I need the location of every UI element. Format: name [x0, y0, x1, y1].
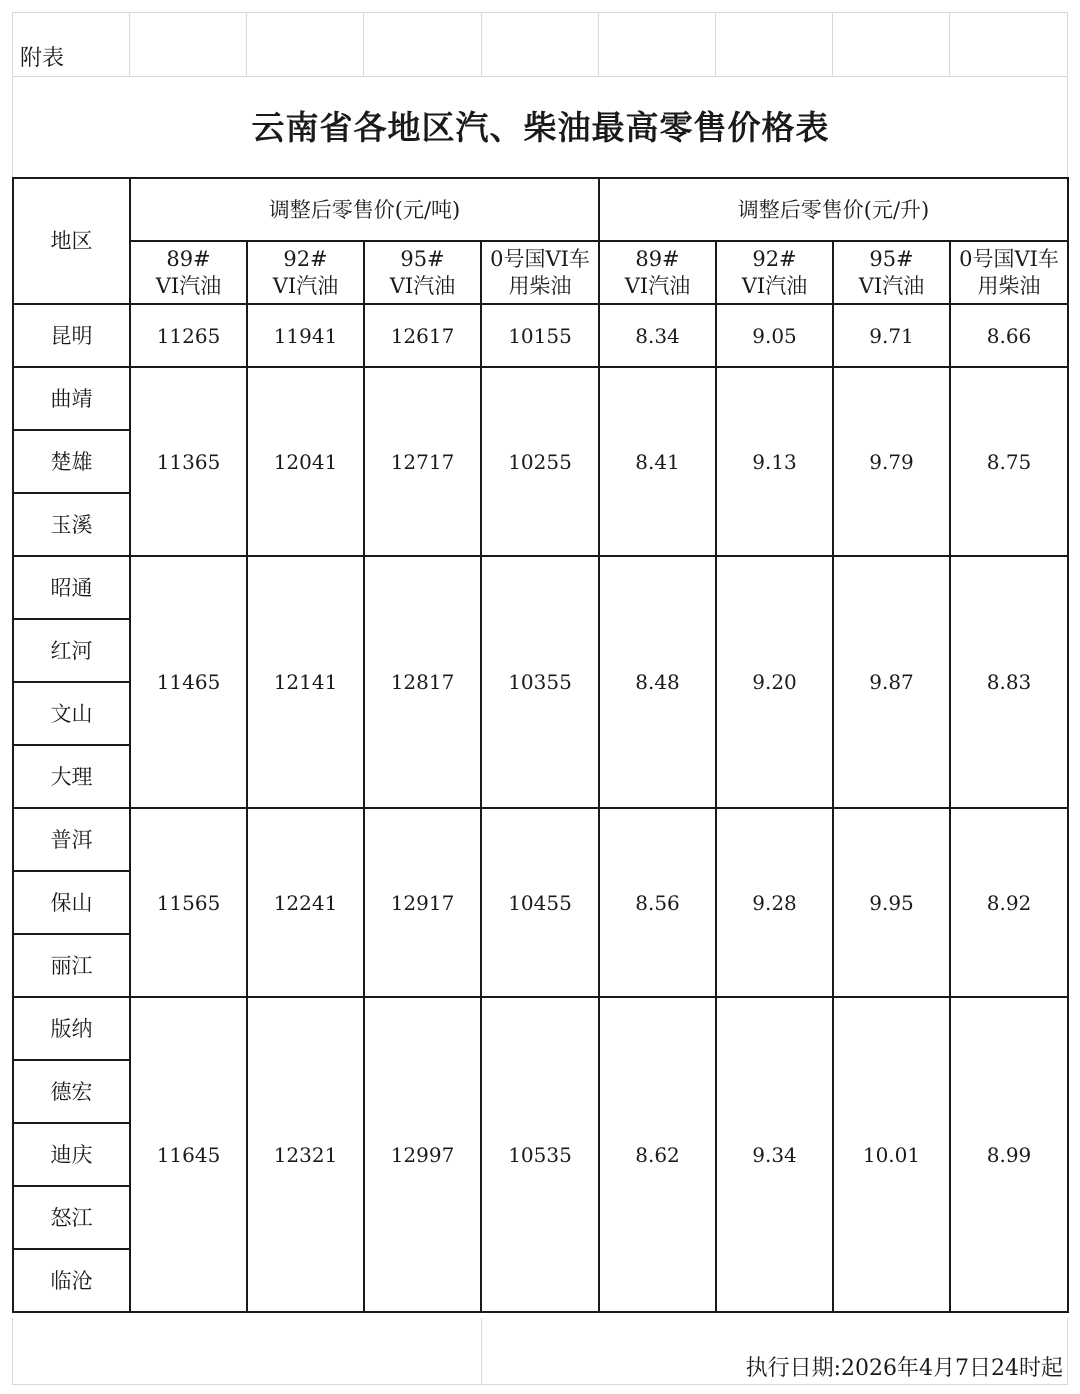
region-cell: 昭通 [13, 556, 130, 619]
price-cell: 10535 [481, 997, 599, 1312]
gridline [12, 1384, 1068, 1385]
fuel-header-cell [130, 241, 247, 304]
gridline [12, 12, 13, 76]
fuel-header-line: 用柴油 [977, 273, 1041, 298]
fuel-header-line: VI汽油 [272, 273, 339, 298]
gridline [363, 12, 364, 76]
region-cell: 楚雄 [13, 430, 130, 493]
fuel-header-line: VI汽油 [624, 273, 691, 298]
price-cell: 10455 [481, 808, 599, 997]
gridline [246, 12, 247, 76]
price-cell: 9.13 [716, 367, 833, 556]
fuel-header-line: 89# [166, 246, 211, 271]
region-cell: 丽江 [13, 934, 130, 997]
fuel-header-cell [950, 241, 1068, 304]
price-cell: 11265 [130, 304, 247, 367]
gridline [12, 1318, 13, 1384]
region-cell: 曲靖 [13, 367, 130, 430]
group-header-row [13, 178, 1068, 241]
region-cell: 昆明 [13, 304, 130, 367]
table-row [13, 808, 1068, 871]
gridline [129, 12, 130, 76]
region-cell: 德宏 [13, 1060, 130, 1123]
effective-date-note: 执行日期:2026年4月7日24时起 [745, 1356, 1063, 1381]
region-cell: 版纳 [13, 997, 130, 1060]
price-cell: 12321 [247, 997, 364, 1312]
price-cell: 9.71 [833, 304, 950, 367]
table-row [13, 304, 1068, 367]
price-cell: 8.75 [950, 367, 1068, 556]
price-cell: 10155 [481, 304, 599, 367]
region-header-cell: 地区 [13, 178, 130, 304]
fuel-header-line: VI汽油 [389, 273, 456, 298]
fuel-header-line: VI汽油 [858, 273, 925, 298]
price-cell: 11365 [130, 367, 247, 556]
fuel-header-line: 用柴油 [508, 273, 572, 298]
table-row [13, 367, 1068, 430]
fuel-header-line: 95# [400, 246, 445, 271]
price-cell: 10.01 [833, 997, 950, 1312]
region-cell: 怒江 [13, 1186, 130, 1249]
price-cell: 8.48 [599, 556, 716, 808]
price-cell: 8.66 [950, 304, 1068, 367]
table-row [13, 997, 1068, 1060]
table-row [13, 556, 1068, 619]
price-cell: 9.87 [833, 556, 950, 808]
price-cell: 9.28 [716, 808, 833, 997]
price-cell: 8.41 [599, 367, 716, 556]
fuel-header-line: 95# [869, 246, 914, 271]
gridline [1067, 1318, 1068, 1384]
price-cell: 10255 [481, 367, 599, 556]
price-cell: 12997 [364, 997, 481, 1312]
fuel-header-cell [247, 241, 364, 304]
price-cell: 9.20 [716, 556, 833, 808]
price-cell: 8.92 [950, 808, 1068, 997]
gridline [715, 12, 716, 76]
fuel-header-line: 92# [752, 246, 797, 271]
gridline [12, 12, 1068, 13]
fuel-header-line: 0号国VI车 [490, 246, 590, 271]
price-cell: 12241 [247, 808, 364, 997]
region-cell: 普洱 [13, 808, 130, 871]
gridline [949, 12, 950, 76]
fuel-header-cell [833, 241, 950, 304]
gridline [832, 12, 833, 76]
page-title: 云南省各地区汽、柴油最高零售价格表 [251, 108, 830, 147]
fuel-header-line: 0号国VI车 [959, 246, 1059, 271]
region-cell: 迪庆 [13, 1123, 130, 1186]
fuel-header-cell [364, 241, 481, 304]
group-header-per-liter: 调整后零售价(元/升) [599, 178, 1068, 241]
fuel-header-line: VI汽油 [741, 273, 808, 298]
price-cell: 8.83 [950, 556, 1068, 808]
price-cell: 12817 [364, 556, 481, 808]
fuel-header-line: 92# [283, 246, 328, 271]
price-cell: 11465 [130, 556, 247, 808]
price-cell: 8.62 [599, 997, 716, 1312]
price-cell: 12717 [364, 367, 481, 556]
fuel-header-cell [716, 241, 833, 304]
price-cell: 10355 [481, 556, 599, 808]
price-cell: 12617 [364, 304, 481, 367]
fuel-header-cell [481, 241, 599, 304]
price-cell: 9.95 [833, 808, 950, 997]
gridline [481, 12, 482, 76]
price-cell: 11565 [130, 808, 247, 997]
fuel-header-line: VI汽油 [155, 273, 222, 298]
fuel-header-row [13, 241, 1068, 304]
price-cell: 9.05 [716, 304, 833, 367]
region-cell: 玉溪 [13, 493, 130, 556]
gridline [598, 12, 599, 76]
price-cell: 12141 [247, 556, 364, 808]
region-cell: 文山 [13, 682, 130, 745]
price-cell: 8.34 [599, 304, 716, 367]
attachment-caption: 附表 [20, 46, 65, 71]
price-cell: 8.56 [599, 808, 716, 997]
price-cell: 9.34 [716, 997, 833, 1312]
price-cell: 11645 [130, 997, 247, 1312]
fuel-header-cell [599, 241, 716, 304]
price-cell: 12041 [247, 367, 364, 556]
region-cell: 保山 [13, 871, 130, 934]
price-cell: 11941 [247, 304, 364, 367]
region-cell: 红河 [13, 619, 130, 682]
fuel-header-line: 89# [635, 246, 680, 271]
region-cell: 临沧 [13, 1249, 130, 1312]
price-cell: 8.99 [950, 997, 1068, 1312]
price-cell: 12917 [364, 808, 481, 997]
price-cell: 9.79 [833, 367, 950, 556]
gridline [481, 1318, 482, 1384]
gridline [1067, 12, 1068, 76]
price-table [12, 177, 1069, 1313]
group-header-per-ton: 调整后零售价(元/吨) [130, 178, 599, 241]
gridline [12, 76, 1068, 77]
region-cell: 大理 [13, 745, 130, 808]
